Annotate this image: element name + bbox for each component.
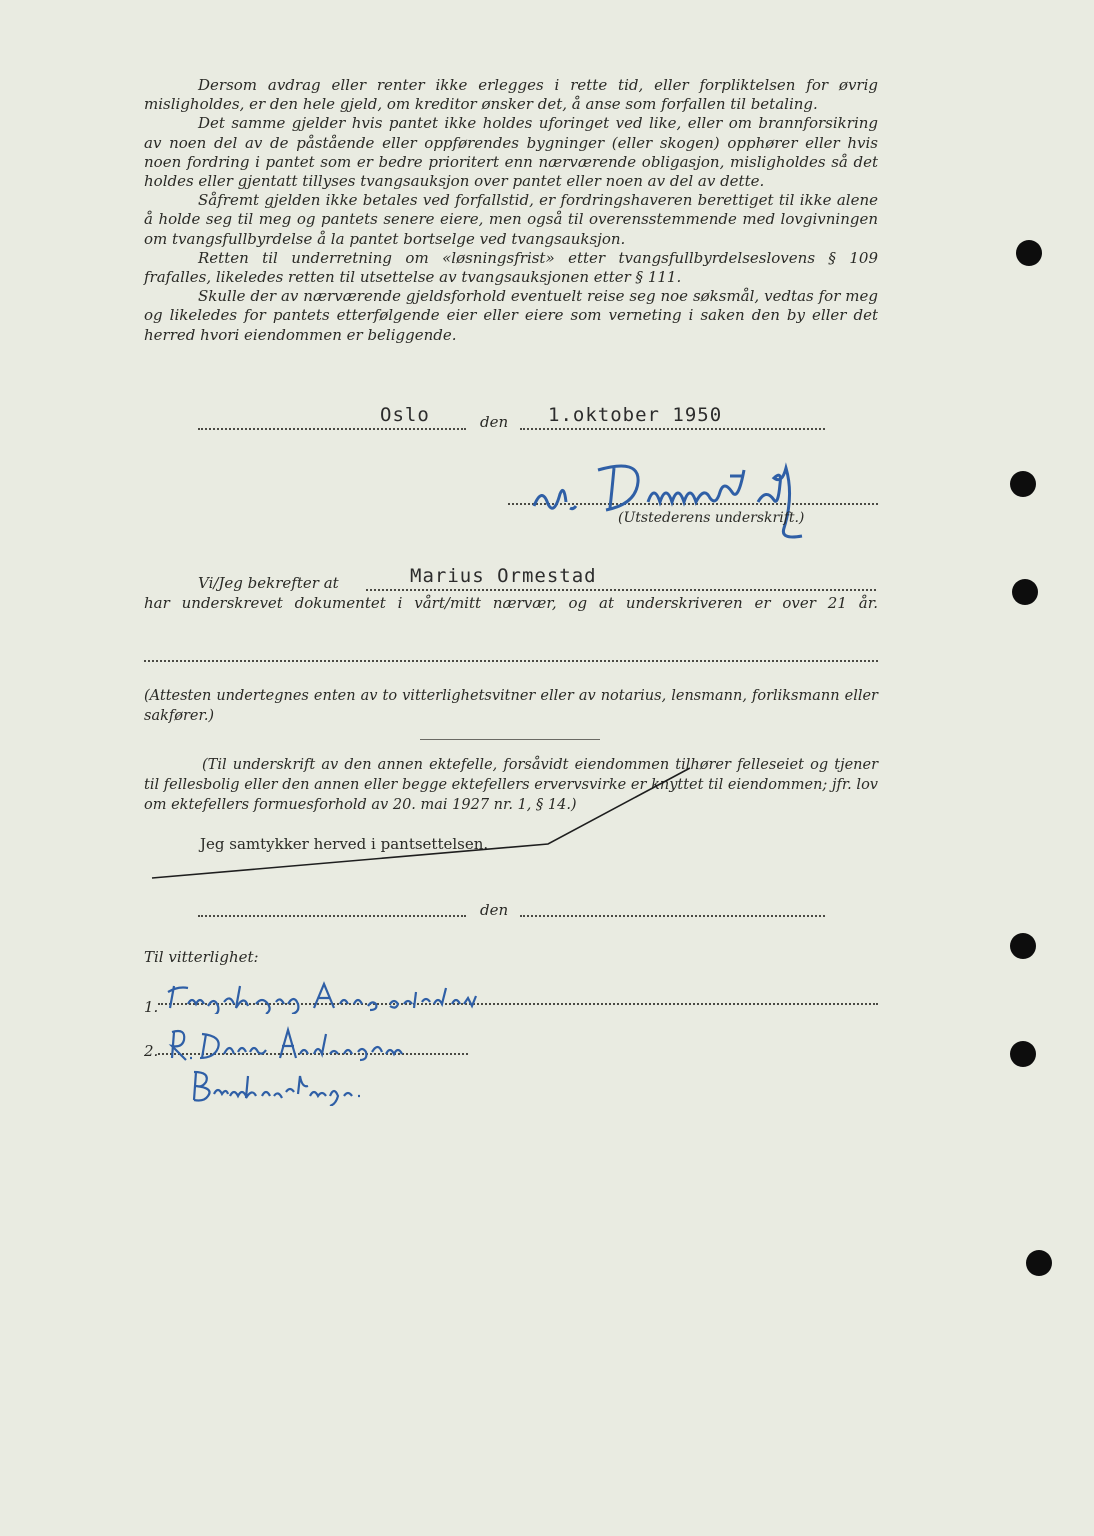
- paragraph-3: Såfremt gjelden ikke betales ved forfallstid, er fordringshaveren berettiget til ikke alene å holde seg til meg og pantets senere eiere, men også til overensstemmende med lovgivningen om tvangsfullbyrdelse å la pantet bortselge ved tvangsauksjon.: [144, 191, 878, 248]
- punch-hole: [1012, 579, 1038, 605]
- punch-hole: [1010, 471, 1036, 497]
- issuer-signature-caption: (Utstederens underskrift.): [618, 510, 805, 526]
- spouse-note: (Til underskrift av den annen ektefelle, forsåvidt eiendommen tilhører felleseiet og tjener til fellesbolig eller den annen eller begge ektefellers ervervsvirke er knyttet til eiendommen; jfr. lov om ektefellers formuesforhold av 20. mai 1927 nr. 1, § 14.): [144, 757, 878, 813]
- punch-hole: [1026, 1250, 1052, 1276]
- issuer-signature: [520, 446, 870, 546]
- paragraph-2: Det samme gjelder hvis pantet ikke holdes uforinget ved like, eller om brannforsikring av noen del av de påstående eller oppførendes bygninger (eller skogen) opphører eller hvis noen fordring i pantet som er bedre prioritert enn nærværende obligasjon, misligholdes så det holdes eller gjentatt tillyses tvangsauksjon over pantet eller noen av del av dette.: [144, 114, 878, 191]
- witness-2-signature: [168, 1024, 438, 1064]
- date-value: 1.oktober 1950: [548, 404, 723, 426]
- witness-heading: Til vitterlighet:: [144, 948, 259, 966]
- paragraph-1: Dersom avdrag eller renter ikke erlegges i rette tid, eller forpliktelsen for øvrig misligholdes, er den hele gjeld, om kreditor ønsker det, å anse som forfallen til betaling.: [144, 76, 878, 114]
- witness-1-signature: [164, 978, 494, 1014]
- strike-line: [148, 762, 708, 882]
- second-date-line: [520, 915, 825, 917]
- witness-2-number: 2.: [144, 1042, 159, 1060]
- second-place-line: [198, 915, 466, 917]
- confirm-dotted-line: [366, 589, 876, 591]
- punch-hole: [1010, 933, 1036, 959]
- terms-paragraphs: [144, 76, 878, 345]
- paragraph-4: Retten til underretning om «løsningsfrist» etter tvangsfullbyrdelseslovens § 109 frafalles, likeledes retten til utsettelse av tvangsauksjonen etter § 111.: [144, 248, 878, 287]
- den-label: den: [480, 413, 509, 431]
- punch-hole: [1016, 240, 1042, 266]
- place-dotted-line: [198, 428, 466, 430]
- confirm-name: Marius Ormestad: [410, 565, 597, 587]
- attest-note: (Attesten undertegnes enten av to vitterlighetsvitner eller av notarius, lensmann, forliksmann eller sakfører.): [144, 688, 878, 724]
- witness-2-title: [190, 1066, 400, 1106]
- consent-text: Jeg samtykker herved i pantsettelsen.: [200, 835, 489, 853]
- date-dotted-line: [520, 428, 825, 430]
- divider: [420, 739, 600, 740]
- place-value: Oslo: [380, 404, 430, 426]
- witness-1-number: 1.: [144, 998, 159, 1016]
- confirm-statement: har underskrevet dokumentet i vårt/mitt nærvær, og at underskriveren er over 21 år.: [144, 594, 878, 612]
- second-den-label: den: [480, 901, 509, 919]
- witness-dotted-line: [144, 660, 878, 662]
- confirm-label: Vi/Jeg bekrefter at: [198, 574, 339, 592]
- paragraph-5: Skulle der av nærværende gjeldsforhold eventuelt reise seg noe søksmål, vedtas for meg og likeledes for pantets etterfølgende eier eller eiere som verneting i saken den by eller det herred hvori eiendommen er beliggende.: [144, 287, 878, 344]
- punch-hole: [1010, 1041, 1036, 1067]
